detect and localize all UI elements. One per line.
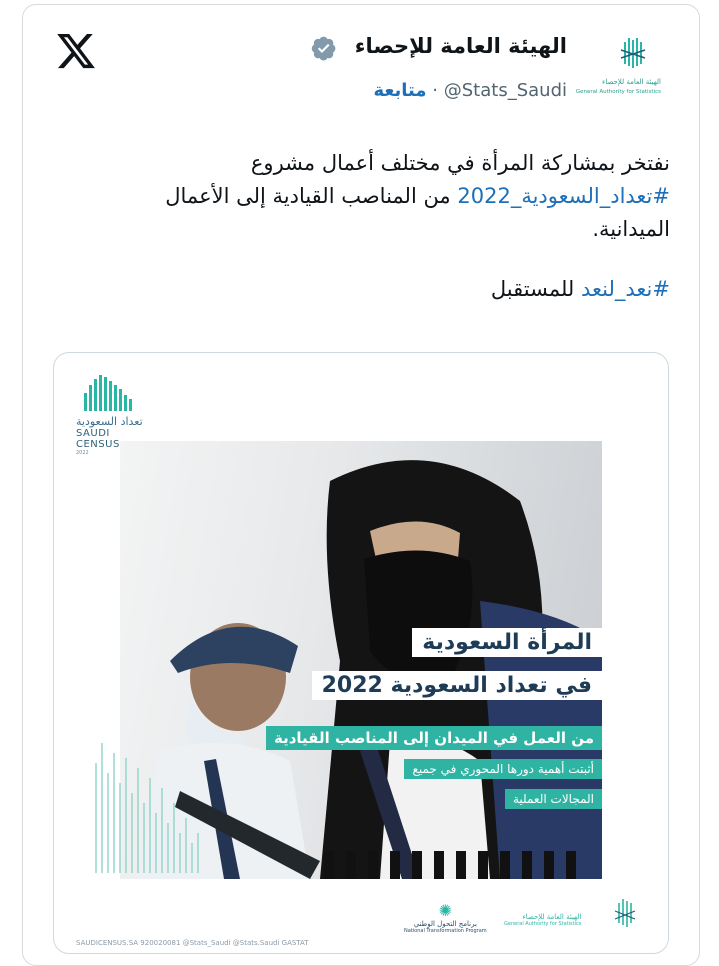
tweet-text (70, 147, 670, 306)
avatar-text-ar: الهيئة العامة للإحصاء (602, 78, 661, 86)
gastat-footer-logo (504, 913, 581, 927)
follow-button[interactable]: متابعة (373, 80, 427, 101)
account-handle[interactable]: @Stats_Saudi (443, 80, 567, 101)
logo-text-en: SAUDI CENSUS (76, 428, 120, 450)
ntp-logo (404, 901, 487, 934)
headline-4: أثبتت أهمية دورها المحوري في جميع (404, 759, 602, 779)
headline-2: في تعداد السعودية 2022 (312, 671, 602, 700)
headline-3: من العمل في الميدان إلى المناصب القيادية (266, 726, 602, 750)
x-logo-icon[interactable] (55, 30, 97, 72)
account-meta (373, 80, 567, 101)
tweet-line-1: نفتخر بمشاركة المرأة في مختلف أعمال مشروع (250, 151, 670, 175)
media-image[interactable] (53, 352, 669, 954)
hashtag-count[interactable]: #نعد_لنعد (581, 277, 670, 301)
verified-badge-icon (311, 35, 337, 61)
ntp-text-ar: برنامج التحول الوطني (413, 920, 477, 928)
decor-stripes-bottom (324, 851, 576, 879)
headline-1: المرأة السعودية (412, 628, 602, 657)
headline-5: المجالات العملية (505, 789, 602, 809)
tweet-line-3: الميدانية. (592, 217, 670, 241)
decor-teal-lines (92, 733, 212, 873)
avatar-text-en: General Authority for Statistics (575, 89, 661, 95)
gastat-text-en: General Authority for Statistics (504, 921, 582, 927)
gastat-text-ar: الهيئة العامة للإحصاء (522, 913, 582, 921)
census-bars-icon (84, 375, 146, 411)
tweet-line-2: #تعداد_السعودية_2022 من المناصب القيادية إلى الأعمال (165, 184, 670, 208)
ntp-emblem-icon: ✺ (438, 901, 453, 920)
hashtag-census[interactable]: #تعداد_السعودية_2022 (457, 184, 670, 208)
ntp-text-en: National Transformation Program (404, 928, 487, 934)
separator: · (432, 80, 439, 101)
gastat-emblem-icon (610, 897, 640, 937)
tweet-line-4: #نعد_لنعد للمستقبل (490, 277, 670, 301)
account-name[interactable]: الهيئة العامة للإحصاء (354, 34, 567, 58)
media-footer-contacts: SAUDICENSUS.SA 920020081 @Stats_Saudi @Stats.Saudi GASTAT (76, 939, 309, 947)
avatar[interactable] (575, 36, 663, 100)
logo-year: 2022 (76, 450, 89, 456)
logo-text-ar: تعداد السعودية (76, 415, 143, 428)
